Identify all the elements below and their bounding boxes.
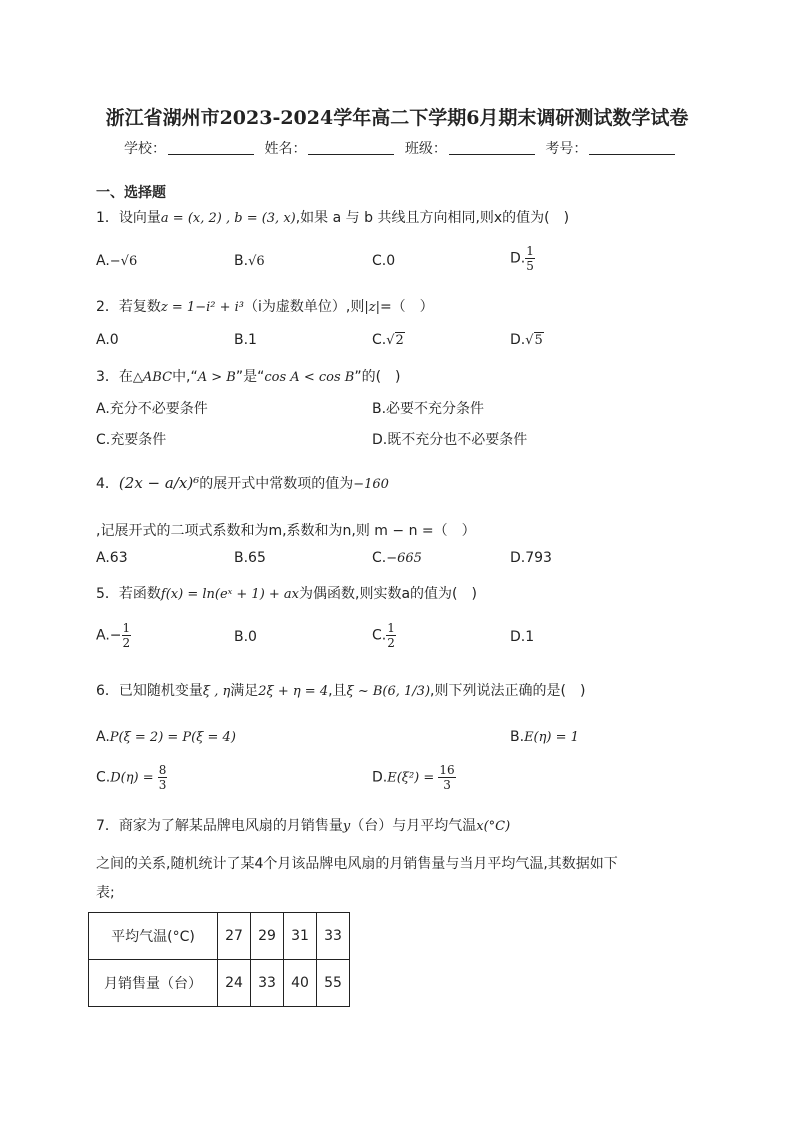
q5-option-d: D.1 bbox=[510, 629, 535, 645]
q4-option-c: C.−665 bbox=[372, 550, 422, 566]
question-1 bbox=[96, 207, 569, 227]
table-cell: 55 bbox=[317, 960, 350, 1007]
q5-option-a: A.− $\frac{1}{2}$ bbox=[96, 621, 131, 650]
temperature-sales-table bbox=[88, 912, 350, 1007]
table-cell: 27 bbox=[218, 913, 251, 960]
number-blank[interactable] bbox=[589, 140, 675, 155]
table-row bbox=[89, 960, 350, 1007]
q1-option-c: C.0 bbox=[372, 253, 396, 269]
q2-option-d: D.√5 bbox=[510, 332, 543, 348]
q6-option-a: A.P(ξ = 2) = P(ξ = 4) bbox=[96, 729, 236, 745]
q1-option-a: A.−√6 bbox=[96, 253, 138, 269]
q6-option-c: C.D(η) = $\frac{8}{3}$ bbox=[96, 763, 167, 792]
question-7-line2: 之间的关系,随机统计了某4个月该品牌电风扇的月销售量与当月平均气温,其数据如下 bbox=[96, 856, 618, 872]
name-label: 姓名： bbox=[264, 141, 307, 157]
table-cell: 29 bbox=[251, 913, 284, 960]
q1-stem: 1．设向量 bbox=[96, 210, 161, 226]
table-cell: 平均气温(°C) bbox=[89, 913, 218, 960]
question-7: 7．商家为了解某品牌电风扇的月销售量y（台）与月平均气温x(°C) bbox=[96, 818, 511, 834]
q4-option-b: B.65 bbox=[234, 550, 266, 566]
table-cell: 月销售量（台） bbox=[89, 960, 218, 1007]
q5-option-c: C. $\frac{1}{2}$ bbox=[372, 621, 395, 650]
question-3: 3．在△ABC中,“A > B”是“cos A < cos B”的( ) bbox=[96, 369, 401, 385]
question-5: 5．若函数f(x) = ln(eˣ + 1) + ax为偶函数,则实数a的值为( ) bbox=[96, 586, 477, 602]
q1-option-b: B.√6 bbox=[234, 253, 265, 269]
question-2: 2．若复数z = 1−i² + i³（i为虚数单位）,则|z|=（ ） bbox=[96, 299, 434, 315]
table-cell: 33 bbox=[251, 960, 284, 1007]
q1-option-d: D. $\frac{1}{5}$ bbox=[510, 244, 534, 273]
table-cell: 40 bbox=[284, 960, 317, 1007]
exam-title: 浙江省湖州市2023-2024学年高二下学期6月期末调研测试数学试卷 bbox=[105, 107, 689, 129]
school-label: 学校： bbox=[124, 141, 166, 157]
q6-option-d: D.E(ξ²) = $\frac{16}{3}$ bbox=[372, 763, 455, 792]
number-label: 考号： bbox=[545, 141, 588, 157]
class-label: 班级： bbox=[404, 141, 447, 157]
q5-option-b: B.0 bbox=[234, 629, 257, 645]
school-blank[interactable] bbox=[168, 140, 254, 155]
q3-option-b: B.必要不充分条件 bbox=[372, 401, 485, 417]
question-4-cont: ,记展开式的二项式系数和为m,系数和为n,则 m − n =（ ） bbox=[96, 523, 476, 539]
q3-option-c: C.充要条件 bbox=[96, 432, 167, 448]
question-7-line3: 表; bbox=[96, 885, 115, 901]
question-6: 6．已知随机变量ξ , η满足2ξ + η = 4,且ξ ~ B(6, 1/3),则下列说法正确的是( ) bbox=[96, 683, 586, 699]
student-info-line bbox=[124, 138, 681, 158]
q4-option-d: D.793 bbox=[510, 550, 552, 566]
q2-option-b: B.1 bbox=[234, 332, 257, 348]
q1-vectors: a = (x, 2) , b = (3, x) bbox=[160, 211, 296, 226]
table-cell: 24 bbox=[218, 960, 251, 1007]
q2-option-a: A.0 bbox=[96, 332, 119, 348]
section-heading: 一、选择题 bbox=[96, 185, 166, 201]
name-blank[interactable] bbox=[308, 140, 394, 155]
q2-option-c: C.√2 bbox=[372, 332, 404, 348]
table-row bbox=[89, 913, 350, 960]
class-blank[interactable] bbox=[449, 140, 535, 155]
table-cell: 33 bbox=[317, 913, 350, 960]
q1-text: ,如果 a 与 b 共线且方向相同,则x的值为( ) bbox=[295, 210, 570, 226]
q6-option-b: B.E(η) = 1 bbox=[510, 729, 579, 745]
q3-option-d: D.既不充分也不必要条件 bbox=[372, 432, 528, 448]
table-cell: 31 bbox=[284, 913, 317, 960]
q4-option-a: A.63 bbox=[96, 550, 128, 566]
question-4: 4．(2x − a/x)⁶的展开式中常数项的值为−160 bbox=[96, 474, 389, 492]
q3-option-a: A.充分不必要条件 bbox=[96, 401, 208, 417]
